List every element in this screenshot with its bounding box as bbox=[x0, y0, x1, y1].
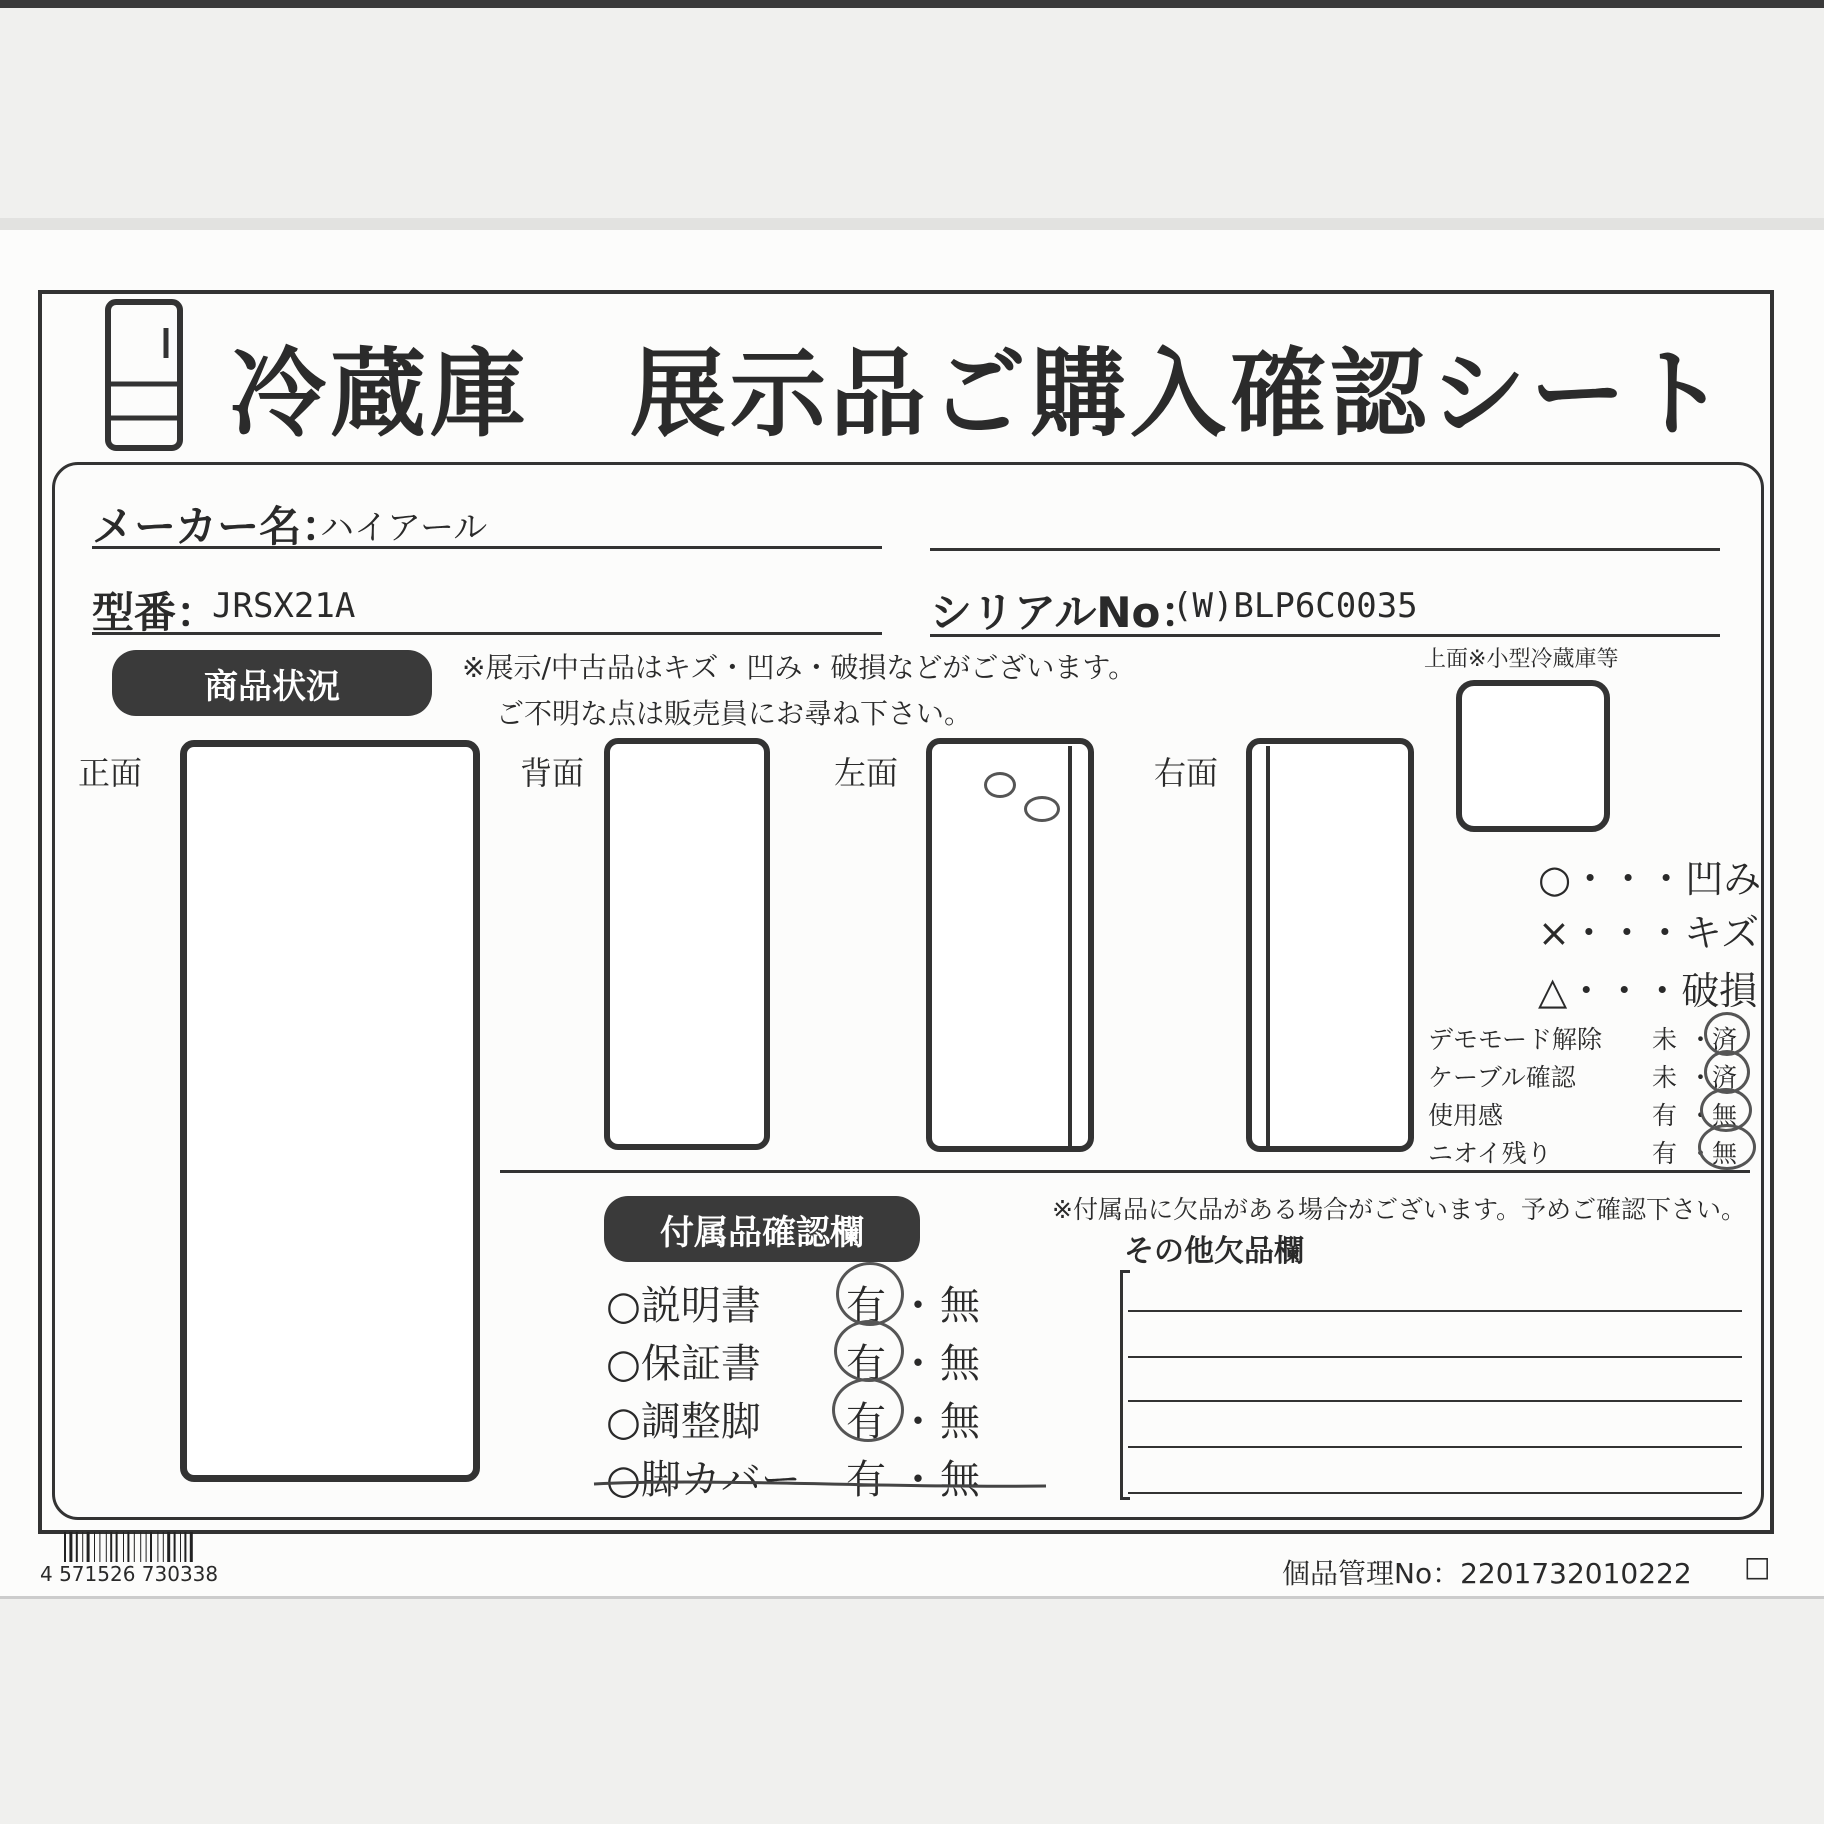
front-label: 正面 bbox=[78, 754, 143, 792]
back-diagram[interactable] bbox=[604, 738, 770, 1150]
barcode-bar bbox=[69, 1532, 72, 1562]
acc-cover-opt1[interactable]: 有 bbox=[846, 1457, 886, 1503]
missing-line[interactable] bbox=[1128, 1492, 1742, 1494]
acc-warranty-label: ○保証書 bbox=[606, 1341, 761, 1387]
check-cable-opt1[interactable]: 未 bbox=[1652, 1063, 1678, 1092]
acc-manual-opt1[interactable]: 有 bbox=[846, 1283, 886, 1329]
acc-sep: ・ bbox=[898, 1283, 938, 1329]
barcode-bar bbox=[116, 1532, 118, 1562]
check-sep: ・ bbox=[1688, 1063, 1714, 1092]
check-demo-opt1[interactable]: 未 bbox=[1652, 1025, 1678, 1054]
sheet-title: 冷蔵庫 展示品ご購入確認シート bbox=[230, 338, 1730, 450]
model-value[interactable]: JRSX21A bbox=[212, 586, 356, 626]
barcode-bar bbox=[180, 1532, 181, 1562]
acc-cover-opt2[interactable]: 無 bbox=[940, 1457, 980, 1503]
condition-heading: 商品状況 bbox=[112, 650, 432, 716]
left-door-edge bbox=[1068, 746, 1072, 1146]
accessories-heading: 付属品確認欄 bbox=[604, 1196, 920, 1262]
left-label: 左面 bbox=[834, 754, 899, 792]
barcode-bar bbox=[140, 1532, 141, 1562]
legend-scratch: ×・・・キズ bbox=[1538, 911, 1760, 955]
management-checkbox[interactable]: □ bbox=[1744, 1550, 1771, 1583]
barcode-bar bbox=[76, 1532, 78, 1562]
selected-circle bbox=[832, 1378, 904, 1442]
check-sep: ・ bbox=[1688, 1101, 1714, 1130]
legend-damage: △・・・破損 bbox=[1538, 969, 1758, 1013]
management-no bbox=[1282, 1552, 1692, 1592]
barcode-bar bbox=[127, 1532, 129, 1562]
maker-label: メーカー名： bbox=[92, 502, 344, 551]
barcode-bar bbox=[106, 1532, 107, 1562]
acc-manual-label: ○説明書 bbox=[606, 1283, 761, 1329]
maker-value[interactable]: ハイアール bbox=[320, 508, 488, 548]
missing-line[interactable] bbox=[1128, 1446, 1742, 1448]
scan-top-strip bbox=[0, 0, 1824, 225]
acc-manual-opt2[interactable]: 無 bbox=[940, 1283, 980, 1329]
missing-heading: その他欠品欄 bbox=[1124, 1234, 1304, 1269]
blank-underline bbox=[930, 548, 1720, 551]
check-sep: ・ bbox=[1688, 1139, 1714, 1168]
top-label-row bbox=[1424, 642, 1618, 673]
barcode-bar bbox=[167, 1532, 170, 1562]
check-wear-label: 使用感 bbox=[1428, 1101, 1504, 1130]
selected-circle bbox=[834, 1320, 904, 1382]
barcode-bar bbox=[190, 1532, 193, 1562]
check-cable-opt2[interactable]: 済 bbox=[1712, 1063, 1738, 1092]
check-odor-opt1[interactable]: 有 bbox=[1652, 1139, 1678, 1168]
acc-warranty-opt2[interactable]: 無 bbox=[940, 1341, 980, 1387]
acc-sep: ・ bbox=[898, 1341, 938, 1387]
check-wear-opt2[interactable]: 無 bbox=[1712, 1101, 1738, 1130]
check-odor-label: ニオイ残り bbox=[1428, 1139, 1552, 1168]
barcode-bar bbox=[82, 1532, 83, 1562]
acc-feet-label: ○調整脚 bbox=[606, 1399, 761, 1445]
barcode-bar bbox=[184, 1532, 186, 1562]
model-underline bbox=[92, 632, 882, 635]
missing-bracket bbox=[1120, 1270, 1130, 1500]
scan-edge bbox=[0, 218, 1824, 230]
fridge-icon bbox=[104, 298, 184, 452]
missing-line[interactable] bbox=[1128, 1310, 1742, 1312]
management-value: 2201732010222 bbox=[1460, 1557, 1692, 1590]
check-wear-opt1[interactable]: 有 bbox=[1652, 1101, 1678, 1130]
missing-line[interactable] bbox=[1128, 1356, 1742, 1358]
barcode-bar bbox=[150, 1532, 152, 1562]
check-demo-opt2[interactable]: 済 bbox=[1712, 1025, 1738, 1054]
condition-note-1: ※展示/中古品はキズ・凹み・破損などがございます。 bbox=[462, 651, 1137, 684]
acc-warranty-opt1[interactable]: 有 bbox=[846, 1341, 886, 1387]
barcode-bar bbox=[99, 1532, 100, 1562]
maker-underline bbox=[92, 546, 882, 549]
check-cable-label: ケーブル確認 bbox=[1428, 1063, 1576, 1092]
scan-bottom-strip bbox=[0, 1596, 1824, 1824]
acc-feet-opt2[interactable]: 無 bbox=[940, 1399, 980, 1445]
missing-line[interactable] bbox=[1128, 1400, 1742, 1402]
right-diagram[interactable] bbox=[1246, 738, 1414, 1152]
serial-underline bbox=[930, 634, 1720, 637]
legend-dent: ○・・・凹み bbox=[1538, 857, 1762, 901]
right-door-edge bbox=[1266, 746, 1270, 1146]
section-divider bbox=[500, 1170, 1750, 1173]
barcode-bar bbox=[94, 1532, 95, 1562]
serial-value[interactable]: (W)BLP6C0035 bbox=[1172, 586, 1418, 626]
barcode-bar bbox=[163, 1532, 164, 1562]
barcode-number: 4 571526 730338 bbox=[40, 1562, 219, 1586]
back-label: 背面 bbox=[520, 754, 585, 792]
left-dent-mark bbox=[1024, 796, 1060, 822]
top-note: ※小型冷蔵庫等 bbox=[1468, 647, 1619, 672]
management-label: 個品管理No： bbox=[1282, 1557, 1461, 1590]
check-odor-opt2[interactable]: 無 bbox=[1712, 1139, 1738, 1168]
check-sep: ・ bbox=[1688, 1025, 1714, 1054]
barcode-bar bbox=[157, 1532, 158, 1562]
selected-circle bbox=[836, 1262, 904, 1326]
left-marks-text bbox=[990, 772, 992, 773]
right-label: 右面 bbox=[1154, 754, 1219, 792]
acc-sep: ・ bbox=[898, 1457, 938, 1503]
top-diagram[interactable] bbox=[1456, 680, 1610, 832]
front-diagram[interactable] bbox=[180, 740, 480, 1482]
acc-feet-opt1[interactable]: 有 bbox=[846, 1399, 886, 1445]
selected-circle bbox=[1698, 1124, 1756, 1170]
left-dent-mark bbox=[984, 772, 1016, 798]
strike-through-line bbox=[590, 1462, 1050, 1502]
serial-label: シリアルNo： bbox=[930, 588, 1203, 637]
acc-sep: ・ bbox=[898, 1399, 938, 1445]
top-label: 上面 bbox=[1424, 647, 1469, 672]
accessories-note: ※付属品に欠品がある場合がございます。予めご確認下さい。 bbox=[1052, 1195, 1746, 1224]
acc-cover-label: ○脚カバー bbox=[606, 1457, 801, 1503]
barcode-bar bbox=[87, 1532, 90, 1562]
model-label: 型番： bbox=[92, 588, 219, 637]
condition-note-2: ご不明な点は販売員にお尋ね下さい。 bbox=[496, 697, 973, 730]
barcode-bar bbox=[64, 1532, 66, 1562]
barcode-bar bbox=[110, 1532, 112, 1562]
barcode-bar bbox=[174, 1532, 176, 1562]
check-demo-label: デモモード解除 bbox=[1428, 1025, 1603, 1054]
barcode-bar bbox=[134, 1532, 135, 1562]
barcode-bar bbox=[123, 1532, 124, 1562]
barcode-bar bbox=[146, 1532, 147, 1562]
